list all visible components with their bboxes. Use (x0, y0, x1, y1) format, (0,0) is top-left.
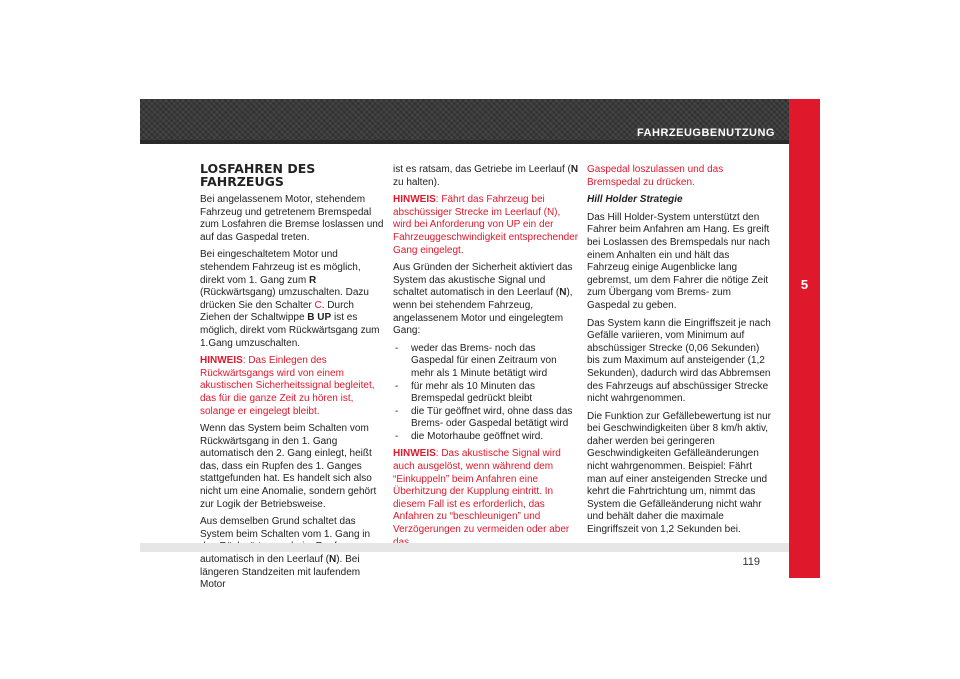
gear-r: R (308, 274, 317, 286)
section-title: FAHRZEUGBENUTZUNG (636, 127, 775, 139)
note-label: HINWEIS (393, 194, 436, 206)
column-2 (393, 164, 579, 554)
page-number: 119 (742, 556, 760, 568)
text: ), wenn bei stehendem Fahrzeug, angelassenem Motor und eingelegtem Gang: (393, 287, 573, 337)
text: ). Bei längeren Standzeiten mit laufendem Motor (200, 554, 361, 591)
paragraph: Das System kann die Eingriffszeit je nach Gefälle variieren, vom Minimum auf abschüssiger Strecke (0,06 Sekunden) bis zum Maximum auf ansteigender (1,2 Sekunden), dadurch wird das Abbremsen des Fahrzeugs auf abschüssiger Strecke nicht wahrgenommen. (587, 317, 771, 405)
page-heading: LOSFAHREN DES FAHRZEUGS (200, 161, 316, 189)
text: Aus demselben Grund schaltet das System beim Schalten vom 1. Gang in automatisch in den Leerlauf ( (200, 516, 371, 566)
note (393, 448, 579, 549)
condition-list (393, 343, 579, 444)
note-label: HINWEIS (200, 355, 243, 367)
paragraph: Die Funktion zur Gefällebewertung ist nur bei Geschwindigkeiten über 8 km/h aktiv, daher werden bei geringeren Geschwindigkeiten Gefälleänderungen nicht wahrgenommen. Beispiel: Fährt man auf einer ansteigenden Strecke und kehrt die Fahrtrichtung um, nimmt das System die Gefälleänderung nicht wahr und behält daher die maximale Eingriffszeit von 1,2 Sekunden bei. (587, 410, 771, 536)
text: Aus Gründen der Sicherheit aktiviert das System das akustische Signal und schaltet automatisch in den Leerlauf ( (393, 262, 573, 299)
list-item: - weder das Brems- noch das Gaspedal für einen Zeitraum von mehr als 1 Minute betätigt wird (393, 343, 579, 381)
column-3 (587, 164, 773, 542)
text: ist es möglich, direkt vom Rückwärtsgang zum 1.Gang umzuschalten. (200, 312, 380, 349)
note-label: HINWEIS (393, 448, 436, 460)
text: . Durch Ziehen der Schaltwippe (200, 299, 354, 324)
footer-rule (140, 543, 789, 552)
text: zu halten). (393, 176, 440, 188)
note (393, 194, 579, 257)
paragraph (200, 516, 386, 592)
paragraph: Bei angelassenem Motor, stehendem Fahrzeug und getretenem Bremspedal zum Losfahren die Bremse loslassen und auf das Gaspedal treten. (200, 194, 384, 243)
chapter-tab (789, 99, 820, 578)
note-text: : Das Einlegen des Rückwärtsgangs wird von einem akustischen Sicherheitssignal begleitet, das für die ganze Zeit zu hören ist, solange er eingelegt bleibt. (200, 355, 375, 417)
column-1 (200, 162, 386, 597)
note-text: : Fährt das Fahrzeug bei abschüssiger Strecke im Leerlauf (N), wird bei Anforderung von UP ein der Fahrzeuggeschwindigkeit entsprechender Gang eingelegt. (393, 194, 579, 256)
switch-c: C (314, 299, 322, 311)
paragraph (393, 164, 579, 189)
gear-n: N (559, 287, 567, 299)
subheading: Hill Holder Strategie (587, 194, 683, 206)
chapter-number: 5 (800, 277, 809, 292)
gear-n: N (328, 554, 337, 566)
paddle-b-up: B UP (307, 312, 332, 324)
header-bar-stripe (140, 140, 789, 144)
gear-n: N (570, 164, 579, 175)
text: ist es ratsam, das Getriebe im Leerlauf ( (393, 164, 571, 175)
paragraph (200, 249, 386, 350)
paragraph: Das Hill Holder-System unterstützt den Fahrer beim Anfahren am Hang. Es greift bei Loslassen des Bremspedals nur nach einem Anhalten ein und hält das Fahrzeug einige Augenblicke lang gebremst, um dem Fahrer die nötige Zeit zum Übergang vom Brems- zum Gaspedal zu geben. (587, 211, 770, 311)
paragraph (393, 262, 579, 338)
note-text: : Das akustische Signal wird auch ausgelöst, wenn während dem “Einkuppeln” beim Anfahren eine Überhitzung der Kupplung eintritt. In diesem Fall ist es erforderlich, das Anfahren zu “beschleunigen” und Verzögerungen zu vermeiden oder aber (393, 448, 570, 536)
list-item: - die Tür geöffnet wird, ohne dass das Brems- oder Gaspedal betätigt wird (393, 406, 579, 431)
text: Bei eingeschaltetem Motor und stehendem Fahrzeug ist es möglich, direkt vom 1. Gang zum (200, 249, 361, 286)
note-continuation: Gaspedal loszulassen und das Bremspedal zu drücken. (587, 164, 724, 188)
text: (Rückwärtsgang) umzuschalten. Dazu drücken Sie den Schalter (200, 287, 369, 311)
note (200, 355, 386, 418)
list-item: - die Motorhaube geöffnet wird. (393, 431, 579, 444)
paragraph: Wenn das System beim Schalten vom Rückwärtsgang in den 1. Gang automatisch den 2. Gang einlegt, heißt das, dass ein Rupfen des 1. Ganges stattgefunden hat. Es handelt sich also nicht um eine Anomalie, sondern gehört zur Logik der Betriebsweise. (200, 423, 377, 510)
list-item: - für mehr als 10 Minuten das Bremspedal gedrückt bleibt (393, 381, 579, 406)
